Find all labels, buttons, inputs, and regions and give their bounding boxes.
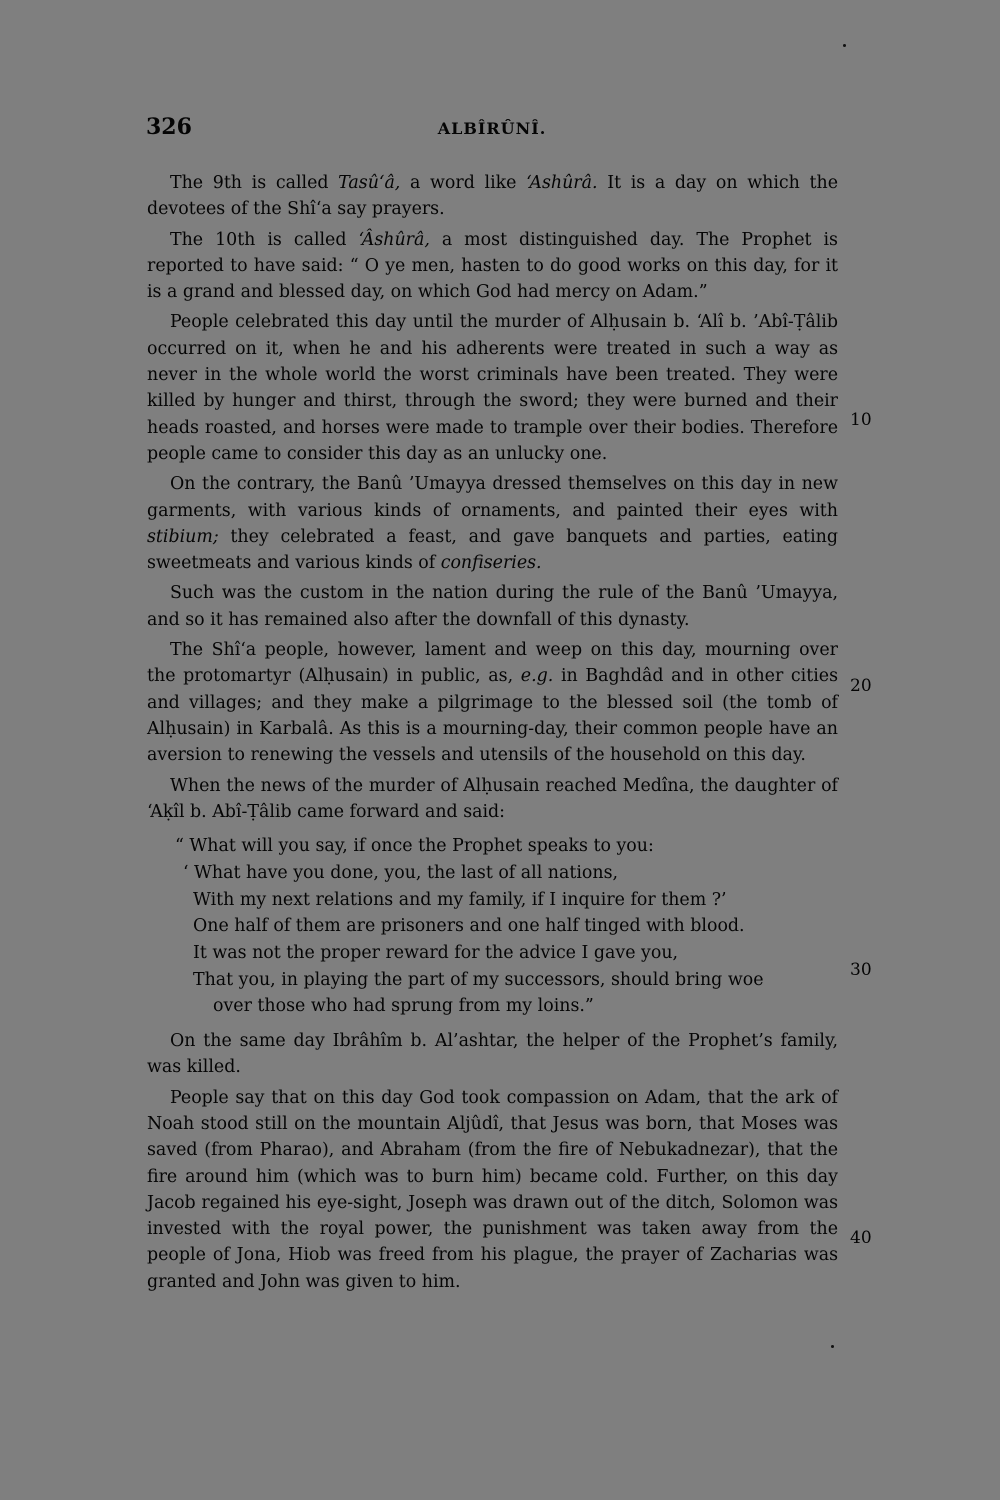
text-run: The 9th is called [170,173,339,193]
text-run: The 10th is called [170,229,359,250]
text-run: It is a day on which the devotees of the Shî‘a say prayers. [147,173,838,220]
text-run: People say that on this day God took compassion on Adam, that the ark of Noah stood still on the mountain Aljûdî, that Jesus was born, that Moses was saved (from Pharao), and Abraham (from the fire of Nebukadnezar), that the fire around him (which was to burn him) became cold. Further, on this day Jacob regained his eye-sight, Joseph was drawn out of the ditch, Solomon was invested with the royal power, the punishment was taken away from the people of Jona, Hiob was freed from his plague, the prayer of Zacharias was granted and John was given to him. [147,1087,838,1292]
text-run: in Baghdâd and in other cities and villages; and they make a pilgrimage to the blessed soil (the tomb of Alḥusain) in Karbalâ. As this is a mourning-day, their common people have an aversion to renewing the vessels and utensils of the household on this day. [147,666,838,766]
italic-term: ‘Ashûrâ. [526,173,598,193]
line-number-40: 40 [850,1228,872,1248]
paragraph [147,1085,838,1295]
paragraphs-before-poem [147,170,838,825]
poem-line: With my next relations and my family, if I inquire for them ?’ [193,889,727,910]
text-run: On the contrary, the Banû ’Umayya dressed themselves on this day in new garments, with various kinds of ornaments, and painted their eyes with [147,474,838,521]
poem-line: ‘ What have you done, you, the last of all nations, [183,862,619,883]
paragraph [147,471,838,576]
poem-line: over those who had sprung from my loins.” [213,996,594,1017]
italic-term: stibium; [147,526,219,547]
text-run: Such was the custom in the nation during the rule of the Banû ’Umayya, and so it has remained also after the downfall of this dynasty. [147,583,838,630]
text-run: The Shî‘a people, however, lament and weep on this day, mourning over the protomartyr (Alḥusain) in public, as, [147,640,838,687]
text-run: People celebrated this day until the murder of Alḥusain b. ‘Alî b. ’Abî-Ṭâlib occurred on it, when he and his adherents were treated in such a way as never in the whole world the worst criminals have been treated. They were killed by hunger and thirst, through the sword; they were burned and their heads roasted, and horses were made to trample over their bodies. Therefore people came to consider this day as an unlucky one. [147,312,838,464]
poem-line: That you, in playing the part of my successors, should bring woe [193,969,764,990]
paragraphs-after-poem [147,1028,838,1295]
poem-quotation [147,833,838,1020]
poem-line: It was not the proper reward for the advice I gave you, [193,942,679,963]
text-run: a word like [400,173,527,193]
main-text [147,170,838,1295]
paragraph [147,580,838,633]
text-run: On the same day Ibrâhîm b. Al’ashtar, the helper of the Prophet’s family, was killed. [147,1031,838,1078]
italic-term: ‘Âshûrâ, [358,229,430,250]
paragraph [147,1028,838,1081]
paragraph [147,309,838,467]
speck-mark [843,44,846,47]
running-head: ALBÎRÛNÎ. [437,119,547,138]
paragraph [147,170,838,223]
text-run: they celebrated a feast, and gave banquets and parties, eating sweetmeats and various kinds of [147,526,838,574]
line-number-20: 20 [850,676,872,696]
italic-term: e.g. [520,666,554,687]
paragraph [147,227,838,306]
italic-term: confiseries. [440,553,542,574]
paragraph [147,637,838,768]
page-number: 326 [146,114,192,140]
poem-line: One half of them are prisoners and one half tinged with blood. [193,916,745,937]
speck-mark [831,1345,834,1348]
paragraph [147,773,838,826]
poem-line: “ What will you say, if once the Prophet speaks to you: [175,836,654,857]
line-number-30: 30 [850,960,872,980]
italic-term: Tasû‘â, [338,173,401,193]
text-run: a most distinguished day. The Prophet is reported to have said: “ O ye men, hasten to do good works on this day, for it is a grand and blessed day, on which God had mercy on Adam.” [147,229,838,303]
line-number-10: 10 [850,410,872,430]
text-run: When the news of the murder of Alḥusain reached Medîna, the daughter of ‘Aḳîl b. Abî-Ṭâlib came forward and said: [147,775,838,822]
page-header [146,114,838,144]
